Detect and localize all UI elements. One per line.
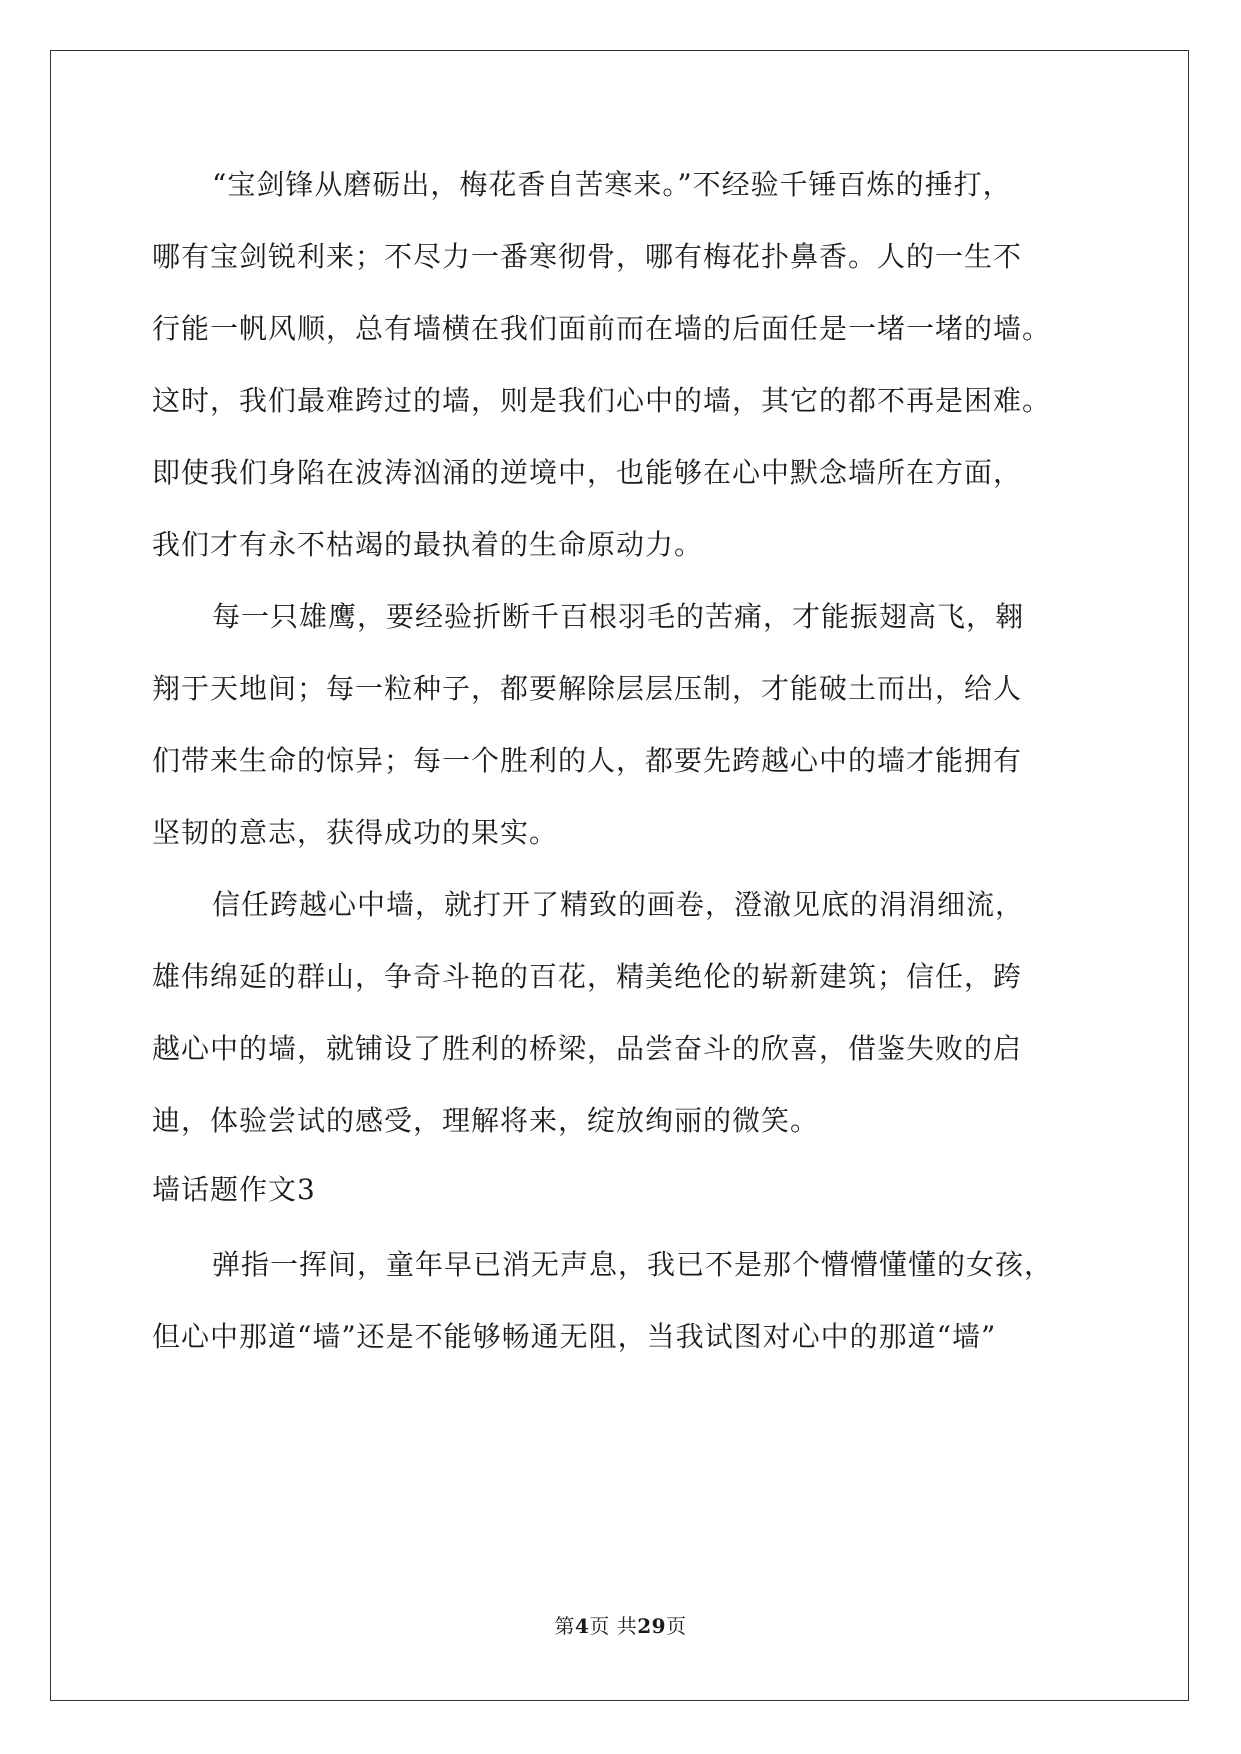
page-footer: [0, 1613, 1241, 1639]
paragraph-line: 每一只雄鹰，要经验折断千百根羽毛的苦痛，才能振翅高飞，翱: [212, 600, 1025, 633]
paragraph-line: 迪，体验尝试的感受，理解将来，绽放绚丽的微笑。: [152, 1104, 820, 1137]
page-border: [50, 50, 1189, 1701]
paragraph-line: 即使我们身陷在波涛汹涌的逆境中，也能够在心中默念墙所在方面，: [152, 456, 1023, 489]
paragraph-line: 行能一帆风顺，总有墙横在我们面前而在墙的后面任是一堵一堵的墙。: [152, 312, 1052, 345]
paragraph-line: 我们才有永不枯竭的最执着的生命原动力。: [152, 528, 704, 561]
paragraph-line: 这时，我们最难跨过的墙，则是我们心中的墙，其它的都不再是困难。: [152, 384, 1052, 417]
paragraph-line: 哪有宝剑锐利来；不尽力一番寒彻骨，哪有梅花扑鼻香。人的一生不: [152, 240, 1023, 273]
paragraph-line: 弹指一挥间，童年早已消无声息，我已不是那个懵懵懂懂的女孩，: [212, 1248, 1054, 1281]
paragraph-line: 雄伟绵延的群山，争奇斗艳的百花，精美绝伦的崭新建筑；信任，跨: [152, 960, 1023, 993]
footer-middle: 页 共: [589, 1614, 638, 1638]
section-heading: 墙话题作文3: [152, 1173, 316, 1206]
paragraph-line: 越心中的墙，就铺设了胜利的桥梁，品尝奋斗的欣喜，借鉴失败的启: [152, 1032, 1023, 1065]
paragraph-line: “宝剑锋从磨砺出，梅花香自苦寒来。”不经验千锤百炼的捶打，: [212, 168, 1012, 201]
paragraph-line: 坚韧的意志，获得成功的果实。: [152, 816, 559, 849]
paragraph-line: 翔于天地间；每一粒种子，都要解除层层压制，才能破土而出，给人: [152, 672, 1023, 705]
current-page-number: 4: [574, 1614, 590, 1638]
footer-suffix: 页: [666, 1614, 687, 1638]
paragraph-line: 信任跨越心中墙，就打开了精致的画卷，澄澈见底的涓涓细流，: [212, 888, 1025, 921]
paragraph-line: 们带来生命的惊异；每一个胜利的人，都要先跨越心中的墙才能拥有: [152, 744, 1023, 777]
paragraph-line: 但心中那道“墙”还是不能够畅通无阻，当我试图对心中的那道“墙”: [152, 1320, 997, 1353]
total-page-number: 29: [637, 1614, 667, 1638]
footer-prefix: 第: [554, 1614, 575, 1638]
